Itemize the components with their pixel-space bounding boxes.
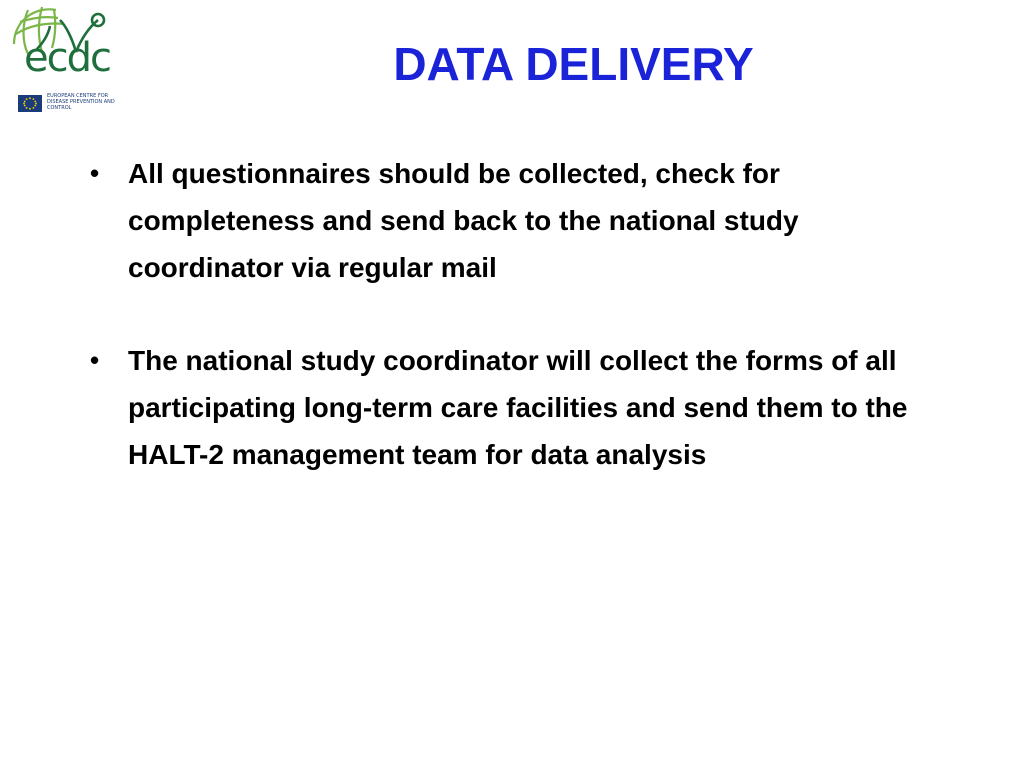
bullet-marker: • [90,158,100,188]
bullet-marker: • [90,345,100,375]
logo-tagline: EUROPEAN CENTRE FOR DISEASE PREVENTION AND CONTROL [47,93,115,111]
eu-flag-icon [18,95,42,112]
bullet-text: The national study coordinator will collect the forms of all participating long-term care facilities and send them to the HALT-2 management team for data analysis [128,345,908,470]
bullet-text: All questionnaires should be collected, check for completeness and send back to the national study coordinator via regular mail [128,158,799,283]
bullet-item [90,150,950,291]
bullet-item [90,337,950,478]
bullet-list [90,150,950,524]
logo-wordmark: ecdc [24,35,110,81]
slide-title: DATA DELIVERY [393,38,754,90]
